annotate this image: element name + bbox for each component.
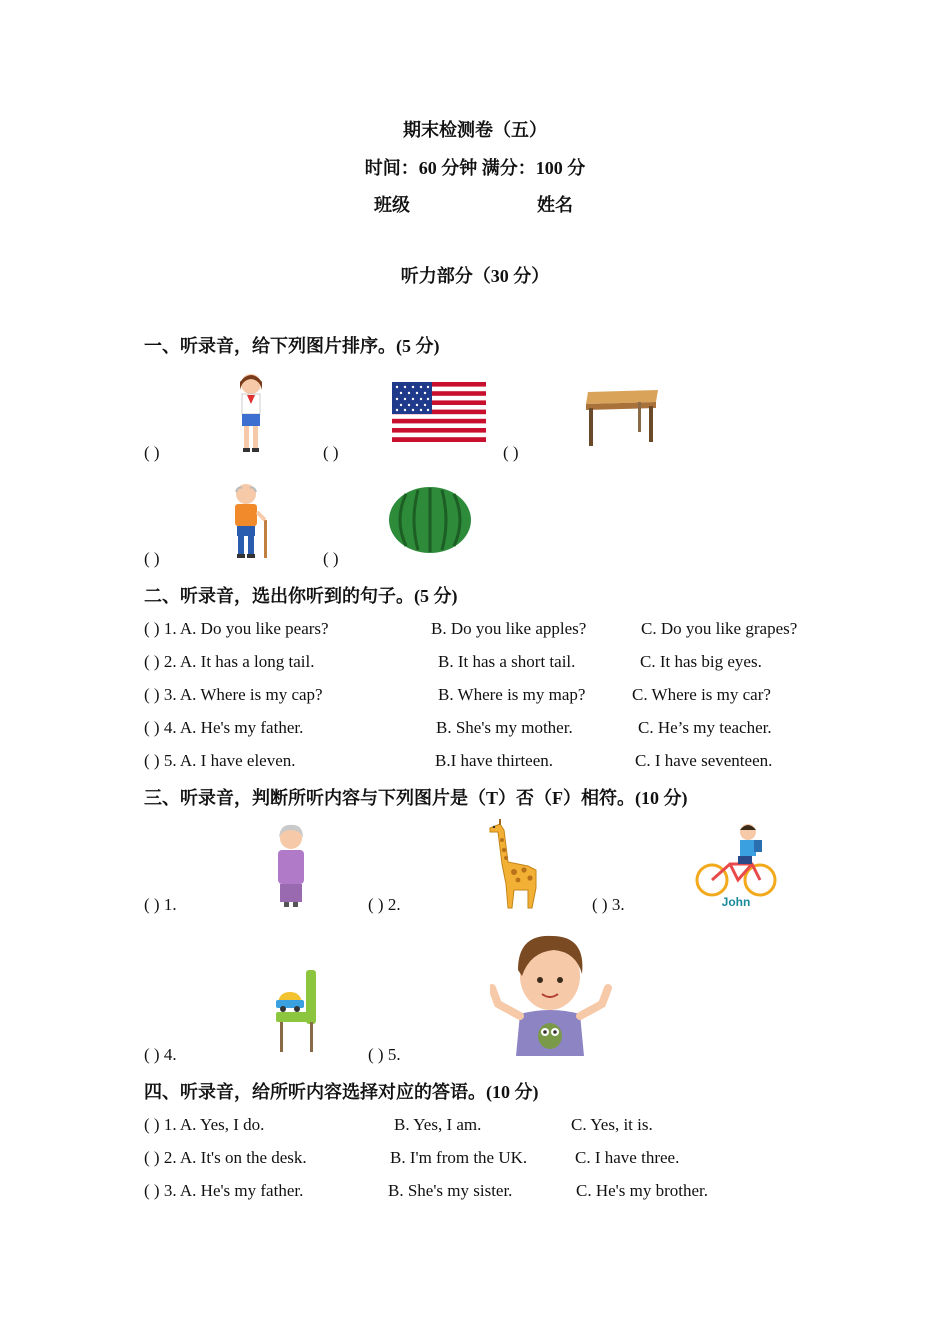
option-b: B. It has a short tail. xyxy=(438,652,576,671)
grandpa-image xyxy=(226,480,272,560)
answer-bracket: ( ) xyxy=(144,443,160,462)
question-stem: ( ) 4. A. He's my father. xyxy=(144,718,304,737)
question-stem: ( ) 1. A. Yes, I do. xyxy=(144,1115,265,1134)
tf-item: ( ) 1. xyxy=(144,895,177,914)
car-chair-image xyxy=(272,968,320,1054)
option-b: B. I'm from the UK. xyxy=(390,1148,528,1167)
section-4-heading: 四、听录音，给所听内容选择对应的答语。(10 分) xyxy=(144,1082,539,1102)
question-stem: ( ) 3. A. Where is my cap? xyxy=(144,685,323,704)
option-b: B. Do you like apples? xyxy=(431,619,587,638)
question-stem: ( ) 2. A. It's on the desk. xyxy=(144,1148,307,1167)
section-3-heading: 三、听录音，判断所听内容与下列图片是（T）否（F）相符。(10 分) xyxy=(144,788,688,808)
option-b: B. She's my mother. xyxy=(436,718,573,737)
option-c: C. It has big eyes. xyxy=(640,652,762,671)
option-c: C. Yes, it is. xyxy=(571,1115,653,1134)
option-b: B. She's my sister. xyxy=(388,1181,513,1200)
bike-boy-image xyxy=(694,822,778,908)
girl-image xyxy=(232,370,270,456)
question-stem: ( ) 2. A. It has a long tail. xyxy=(144,652,315,671)
answer-bracket: ( ) xyxy=(144,549,160,568)
grandma-image xyxy=(270,822,312,908)
question-stem: ( ) 3. A. He's my father. xyxy=(144,1181,304,1200)
option-c: C. He's my brother. xyxy=(576,1181,708,1200)
tf-item: ( ) 4. xyxy=(144,1045,177,1064)
option-c: C. Where is my car? xyxy=(632,685,771,704)
tf-item: ( ) 2. xyxy=(368,895,401,914)
option-b: B. Where is my map? xyxy=(438,685,586,704)
question-stem: ( ) 5. A. I have eleven. xyxy=(144,751,296,770)
answer-bracket: ( ) xyxy=(323,443,339,462)
desk-image xyxy=(582,386,662,448)
section-2-heading: 二、听录音，选出你听到的句子。(5 分) xyxy=(144,586,458,606)
option-c: C. He’s my teacher. xyxy=(638,718,772,737)
bike-name-label: John xyxy=(721,895,751,908)
tf-item: ( ) 5. xyxy=(368,1045,401,1064)
page-title: 期末检测卷（五） xyxy=(403,120,547,140)
answer-bracket: ( ) xyxy=(503,443,519,462)
giraffe-image xyxy=(484,818,546,910)
question-stem: ( ) 1. A. Do you like pears? xyxy=(144,619,329,638)
watermelon-image xyxy=(388,486,472,554)
option-c: C. I have three. xyxy=(575,1148,680,1167)
usa-flag-image xyxy=(392,382,486,442)
option-b: B.I have thirteen. xyxy=(435,751,554,770)
tf-item: ( ) 3. xyxy=(592,895,625,914)
section-1-heading: 一、听录音，给下列图片排序。(5 分) xyxy=(144,336,440,356)
name-label: 姓名 xyxy=(537,195,573,215)
option-c: C. Do you like grapes? xyxy=(641,619,798,638)
option-c: C. I have seventeen. xyxy=(635,751,773,770)
part-title: 听力部分（30 分） xyxy=(400,266,550,286)
time-score: 时间：60 分钟 满分：100 分 xyxy=(364,158,586,178)
boy-shrug-image xyxy=(490,930,612,1056)
answer-bracket: ( ) xyxy=(323,549,339,568)
option-b: B. Yes, I am. xyxy=(394,1115,482,1134)
class-label: 班级 xyxy=(374,195,410,215)
